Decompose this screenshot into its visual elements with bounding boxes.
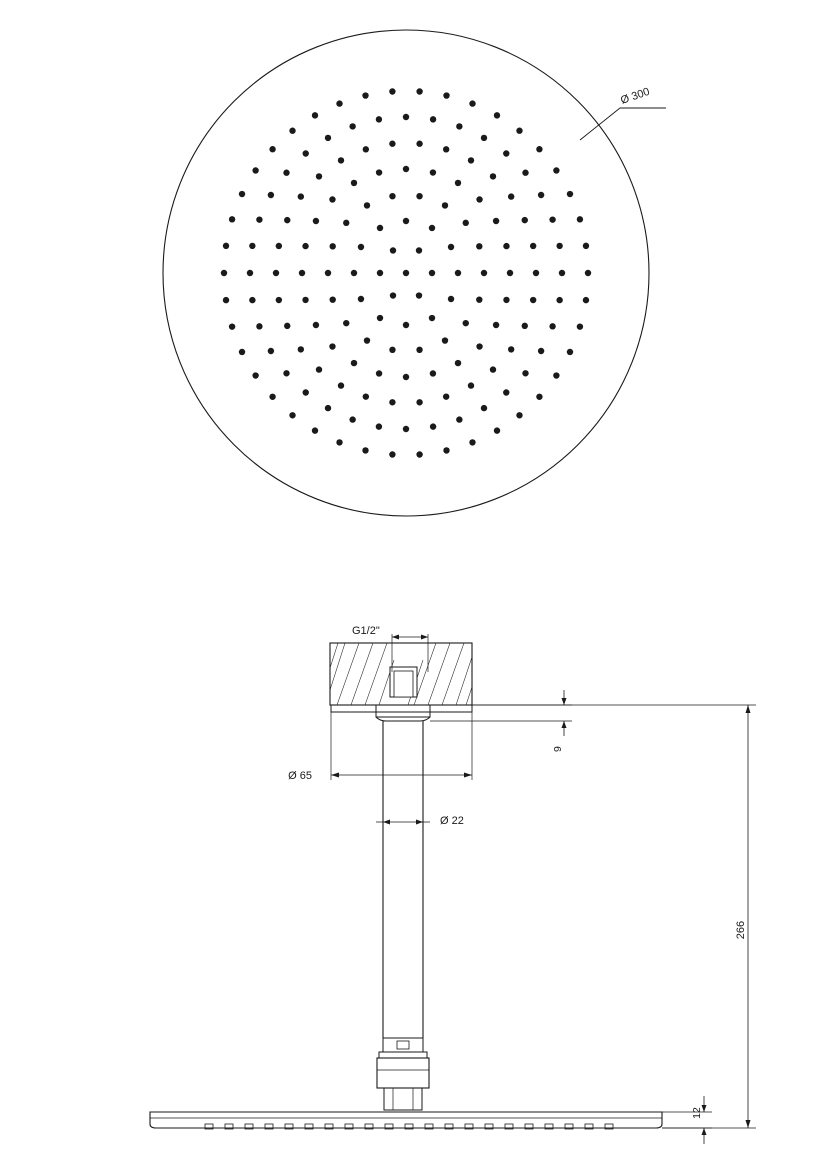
nozzle [313, 322, 319, 328]
nozzle [389, 88, 395, 94]
nozzle [276, 243, 282, 249]
nozzle [549, 323, 555, 329]
nozzle [302, 243, 308, 249]
dimension-height-266 [472, 705, 756, 1128]
nozzle [493, 218, 499, 224]
top-view [163, 30, 666, 516]
nozzle [364, 337, 370, 343]
nozzle [538, 348, 544, 354]
nozzle [508, 193, 514, 199]
nozzle [468, 382, 474, 388]
nozzle [325, 135, 331, 141]
nozzle [516, 412, 522, 418]
nozzle [416, 141, 422, 147]
nozzle [390, 292, 396, 298]
nozzle [430, 370, 436, 376]
nozzle [567, 191, 573, 197]
nozzle [508, 346, 514, 352]
nozzle [455, 270, 461, 276]
nozzle [377, 315, 383, 321]
nozzle [312, 427, 318, 433]
nozzle [463, 220, 469, 226]
nozzle [476, 343, 482, 349]
nozzle [289, 412, 295, 418]
nozzle [252, 167, 258, 173]
dimension-label-diameter-22: Ø 22 [440, 815, 464, 827]
nozzle [481, 405, 487, 411]
nozzle [223, 243, 229, 249]
nozzle [269, 146, 275, 152]
nozzle [276, 297, 282, 303]
nozzle [329, 343, 335, 349]
nozzle [389, 451, 395, 457]
nozzle [493, 322, 499, 328]
nozzle [430, 169, 436, 175]
nozzle [312, 112, 318, 118]
nozzle [530, 297, 536, 303]
shower-head-plate-side [150, 1112, 662, 1129]
nozzle [490, 366, 496, 372]
ceiling-mount-block [330, 643, 472, 705]
nozzle [283, 370, 289, 376]
nozzle [476, 196, 482, 202]
nozzle [503, 297, 509, 303]
nozzle [221, 270, 227, 276]
nozzle [559, 270, 565, 276]
nozzle [256, 216, 262, 222]
nozzle [443, 393, 449, 399]
nozzle [448, 296, 454, 302]
nozzle [298, 346, 304, 352]
nozzle [442, 337, 448, 343]
nozzle [468, 157, 474, 163]
nozzle [389, 193, 395, 199]
nozzle [533, 270, 539, 276]
nozzle [256, 323, 262, 329]
dimension-label-thread-g12: G1/2" [352, 625, 380, 637]
nozzle [463, 320, 469, 326]
nozzle [363, 393, 369, 399]
nozzle [416, 399, 422, 405]
nozzle [336, 100, 342, 106]
nozzle [268, 348, 274, 354]
nozzle [583, 297, 589, 303]
nozzle [481, 135, 487, 141]
nozzle [362, 92, 368, 98]
dimension-diameter-300 [580, 86, 666, 140]
nozzle [336, 439, 342, 445]
nozzle [389, 141, 395, 147]
nozzle [329, 196, 335, 202]
nozzle [403, 114, 409, 120]
nozzle [313, 218, 319, 224]
nozzle [556, 297, 562, 303]
nozzle [429, 225, 435, 231]
nozzle [389, 347, 395, 353]
nozzle [247, 270, 253, 276]
nozzle [325, 270, 331, 276]
nozzle [530, 243, 536, 249]
nozzle [490, 173, 496, 179]
nozzle [522, 323, 528, 329]
side-elevation-view [150, 625, 756, 1144]
nozzle [330, 243, 336, 249]
nozzle [522, 170, 528, 176]
nozzle [577, 323, 583, 329]
nozzle [553, 167, 559, 173]
nozzle [284, 323, 290, 329]
nozzle [503, 150, 509, 156]
nozzle [516, 128, 522, 134]
nozzle [443, 92, 449, 98]
nozzle [376, 370, 382, 376]
nozzle [549, 216, 555, 222]
nozzle [448, 244, 454, 250]
dimension-label-height-12: 12 [691, 1107, 703, 1119]
nozzle [577, 216, 583, 222]
nozzle [349, 123, 355, 129]
nozzle [229, 323, 235, 329]
nozzle [430, 423, 436, 429]
nozzle [239, 191, 245, 197]
nozzle [338, 157, 344, 163]
dimension-label-height-9: 9 [552, 746, 564, 752]
nozzle [442, 202, 448, 208]
dimension-label-height-266: 266 [735, 920, 747, 940]
nozzle [249, 243, 255, 249]
nozzle [377, 270, 383, 276]
nozzle [403, 374, 409, 380]
nozzle [503, 243, 509, 249]
nozzle [298, 193, 304, 199]
nozzle [585, 270, 591, 276]
nozzle [429, 315, 435, 321]
nozzle [249, 297, 255, 303]
nozzle [416, 292, 422, 298]
nozzle [416, 451, 422, 457]
nozzle [268, 192, 274, 198]
nozzle [363, 146, 369, 152]
nozzle [567, 349, 573, 355]
nozzle [358, 296, 364, 302]
nozzle [403, 270, 409, 276]
nozzle [351, 360, 357, 366]
dimension-label-diameter-65: Ø 65 [288, 770, 312, 782]
nozzle [273, 270, 279, 276]
nozzle [283, 170, 289, 176]
nozzle [351, 180, 357, 186]
nozzle [376, 423, 382, 429]
nozzle [358, 244, 364, 250]
nozzle [416, 347, 422, 353]
nozzle [403, 322, 409, 328]
nozzle [476, 243, 482, 249]
nozzle [456, 416, 462, 422]
nozzle [455, 360, 461, 366]
dimension-label-diameter-300: Ø 300 [619, 85, 652, 107]
nozzle [303, 389, 309, 395]
nozzle [416, 247, 422, 253]
nozzle [229, 216, 235, 222]
nozzle [469, 100, 475, 106]
nozzle [343, 320, 349, 326]
nozzle [338, 382, 344, 388]
nozzle [316, 366, 322, 372]
nozzle [522, 217, 528, 223]
nozzle [469, 439, 475, 445]
nozzle [416, 193, 422, 199]
nozzle [429, 270, 435, 276]
dimension-height-12 [662, 1096, 712, 1144]
nozzle [556, 243, 562, 249]
nozzle [507, 270, 513, 276]
flange-plate [331, 705, 472, 721]
nozzle [330, 296, 336, 302]
nozzle [476, 296, 482, 302]
nozzle [349, 416, 355, 422]
nozzle [302, 297, 308, 303]
nozzle [223, 297, 229, 303]
nozzle [362, 447, 368, 453]
nozzle [443, 447, 449, 453]
nozzle [416, 88, 422, 94]
nozzle [403, 426, 409, 432]
nozzle [376, 169, 382, 175]
nozzle [494, 112, 500, 118]
nozzle [325, 405, 331, 411]
nozzle [536, 146, 542, 152]
nozzle [583, 243, 589, 249]
nozzle [481, 270, 487, 276]
nozzle [303, 150, 309, 156]
nozzle [443, 146, 449, 152]
nozzle [494, 427, 500, 433]
nozzle [364, 202, 370, 208]
swivel-joint-body [377, 1058, 429, 1110]
dimension-height-9 [430, 690, 572, 752]
nozzle [503, 389, 509, 395]
nozzle [403, 166, 409, 172]
dimension-diameter-65 [288, 712, 472, 782]
nozzle [376, 116, 382, 122]
dimension-diameter-22 [376, 760, 464, 827]
nozzle [377, 225, 383, 231]
nozzle [390, 247, 396, 253]
nozzle [289, 128, 295, 134]
nozzle [430, 116, 436, 122]
nozzle [239, 349, 245, 355]
nozzle [316, 173, 322, 179]
nozzle [522, 370, 528, 376]
nozzle [343, 220, 349, 226]
nozzle [389, 399, 395, 405]
dimension-thread-g12 [352, 625, 428, 672]
nozzle [456, 123, 462, 129]
nozzle [536, 394, 542, 400]
nozzle [284, 217, 290, 223]
nozzle [553, 372, 559, 378]
nozzle [455, 180, 461, 186]
nozzle [299, 270, 305, 276]
nozzle [403, 218, 409, 224]
drop-arm-tube [383, 721, 423, 1038]
nozzle [351, 270, 357, 276]
nozzle-pattern [221, 88, 591, 457]
nozzle [252, 372, 258, 378]
nozzle [538, 192, 544, 198]
tube-connector-collar [379, 1038, 427, 1058]
nozzle [269, 394, 275, 400]
